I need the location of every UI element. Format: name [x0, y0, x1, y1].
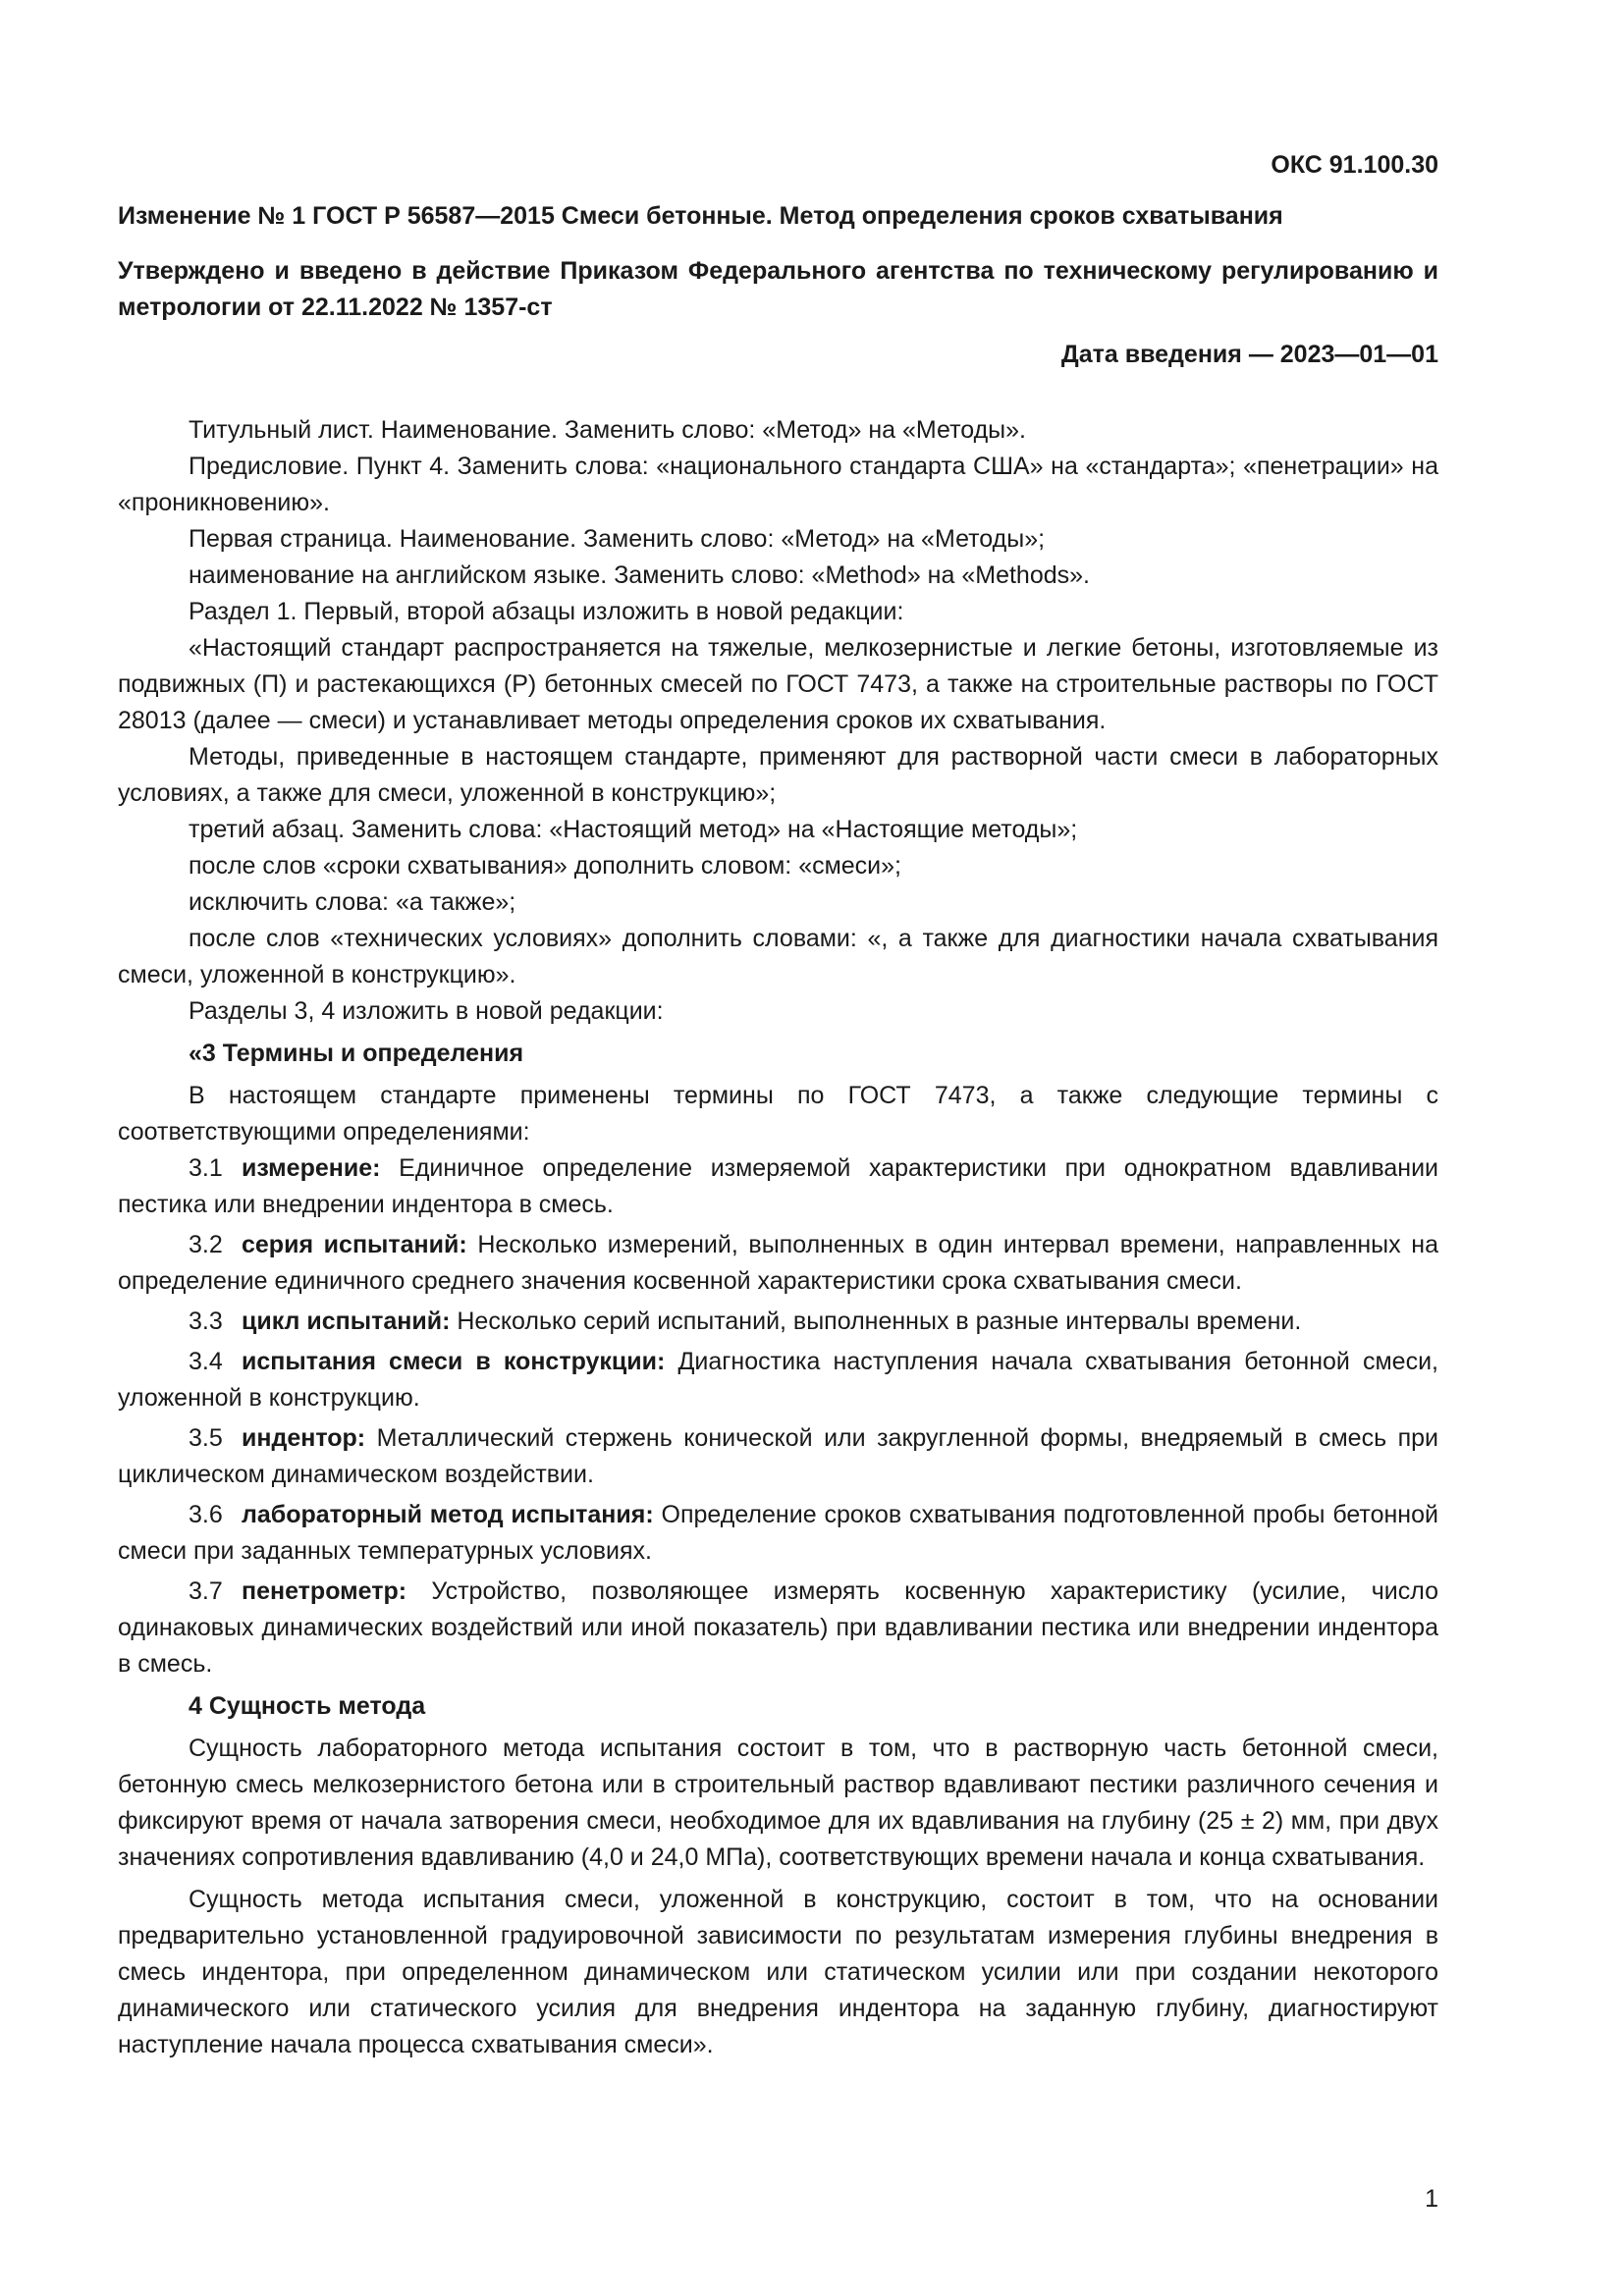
term-entry: [118, 1497, 1438, 1570]
document-title: Изменение № 1 ГОСТ Р 56587—2015 Смеси бетонные. Метод определения сроков схватывания: [118, 202, 1283, 230]
term-number: 3.2: [189, 1231, 223, 1258]
page-number: 1: [1425, 2185, 1438, 2213]
approval-note: Утверждено и введено в действие Приказом Федерального агентства по техническому регулированию и метрологии от 22.11.2022 № 1357-ст: [118, 257, 1438, 321]
term-word: индентор:: [242, 1424, 366, 1452]
body-paragraph: Разделы 3, 4 изложить в новой редакции:: [189, 997, 664, 1025]
term-number: 3.1: [189, 1154, 223, 1182]
section-heading: «3 Термины и определения: [189, 1040, 524, 1067]
body-paragraph: Сущность метода испытания смеси, уложенной в конструкцию, состоит в том, что на основании предварительно установленной градуировочной зависимости по результатам измерения глубины внедрения в смесь индентора, при определенном динамическом или статическом усилии или при создании некоторого динамического или статического усилия для внедрения индентора на заданную глубину, диагностируют наступление начала процесса схватывания смеси».: [118, 1886, 1438, 2058]
term-number: 3.5: [189, 1424, 223, 1452]
term-word: измерение:: [242, 1154, 381, 1182]
section-intro: В настоящем стандарте применены термины по ГОСТ 7473, а также следующие термины с соответствующими определениями:: [118, 1082, 1438, 1146]
term-word: цикл испытаний:: [242, 1308, 451, 1335]
term-entry: [118, 1227, 1438, 1300]
term-entry: [118, 1574, 1438, 1682]
term-number: 3.6: [189, 1501, 223, 1528]
body-paragraph: наименование на английском языке. Заменить слово: «Method» на «Methods».: [189, 561, 1090, 589]
body-paragraph: Раздел 1. Первый, второй абзацы изложить в новой редакции:: [189, 598, 904, 625]
term-number: 3.3: [189, 1308, 223, 1335]
term-entry: [118, 1304, 1438, 1340]
term-entry: [118, 1150, 1438, 1223]
introduction-date: Дата введения — 2023—01—01: [1060, 341, 1438, 368]
term-definition: Единичное определение измеряемой характеристики при однократном вдавливании пестика или внедрении индентора в смесь.: [118, 1154, 1438, 1218]
term-word: пенетрометр:: [242, 1577, 407, 1605]
body-paragraph: третий абзац. Заменить слова: «Настоящий метод» на «Настоящие методы»;: [189, 816, 1078, 843]
terms-list: [118, 1150, 1438, 1682]
term-entry: [118, 1344, 1438, 1416]
term-definition: Определение сроков схватывания подготовленной пробы бетонной смеси при заданных температурных условиях.: [118, 1501, 1438, 1565]
term-definition: Металлический стержень конической или закругленной формы, внедряемый в смесь при циклическом динамическом воздействии.: [118, 1424, 1438, 1488]
body-paragraph: Титульный лист. Наименование. Заменить слово: «Метод» на «Методы».: [189, 416, 1027, 444]
term-definition: Несколько измерений, выполненных в один интервал времени, направленных на определение единичного среднего значения косвенной характеристики срока схватывания смеси.: [118, 1231, 1439, 1295]
section-heading: 4 Сущность метода: [189, 1692, 426, 1720]
body-paragraph: Первая страница. Наименование. Заменить слово: «Метод» на «Методы»;: [189, 525, 1046, 553]
term-number: 3.7: [189, 1577, 223, 1605]
body-paragraph: после слов «сроки схватывания» дополнить словом: «смеси»;: [189, 852, 902, 880]
body-paragraph: исключить слова: «а также»;: [189, 888, 516, 916]
body-paragraph: Предисловие. Пункт 4. Заменить слова: «национального стандарта США» на «стандарта»; «пенетрации» на «проникновению».: [118, 453, 1438, 516]
term-word: испытания смеси в конструкции:: [242, 1348, 666, 1375]
term-definition: Устройство, позволяющее измерять косвенную характеристику (усилие, число одинаковых динамических воздействий или иной показатель) при вдавливании пестика или внедрении индентора в смесь.: [118, 1577, 1438, 1678]
body-paragraph: Методы, приведенные в настоящем стандарте, применяют для растворной части смеси в лабораторных условиях, а также для смеси, уложенной в конструкцию»;: [118, 743, 1438, 807]
term-number: 3.4: [189, 1348, 223, 1375]
term-definition: Диагностика наступления начала схватывания бетонной смеси, уложенной в конструкцию.: [118, 1348, 1438, 1412]
oks-code: ОКС 91.100.30: [1271, 151, 1438, 179]
document-body: [118, 412, 1438, 2063]
term-entry: [118, 1420, 1438, 1493]
body-paragraph: Сущность лабораторного метода испытания состоит в том, что в растворную часть бетонной смеси, бетонную смесь мелкозернистого бетона или в строительный раствор вдавливают пестики различного сечения и фиксируют время от начала затворения смеси, необходимое для их вдавливания на глубину (25 ± 2) мм, при двух значениях сопротивления вдавливанию (4,0 и 24,0 МПа), соответствующих времени начала и конца схватывания.: [118, 1735, 1438, 1871]
term-word: серия испытаний:: [242, 1231, 467, 1258]
term-word: лабораторный метод испытания:: [242, 1501, 654, 1528]
body-paragraph: «Настоящий стандарт распространяется на тяжелые, мелкозернистые и легкие бетоны, изготовляемые из подвижных (П) и растекающихся (Р) бетонных смесей по ГОСТ 7473, а также на строительные растворы по ГОСТ 28013 (далее — смеси) и устанавливает методы определения сроков их схватывания.: [118, 634, 1438, 734]
body-paragraph: после слов «технических условиях» дополнить словами: «, а также для диагностики начала схватывания смеси, уложенной в конструкцию».: [118, 925, 1438, 988]
term-definition: Несколько серий испытаний, выполненных в разные интервалы времени.: [450, 1308, 1302, 1335]
